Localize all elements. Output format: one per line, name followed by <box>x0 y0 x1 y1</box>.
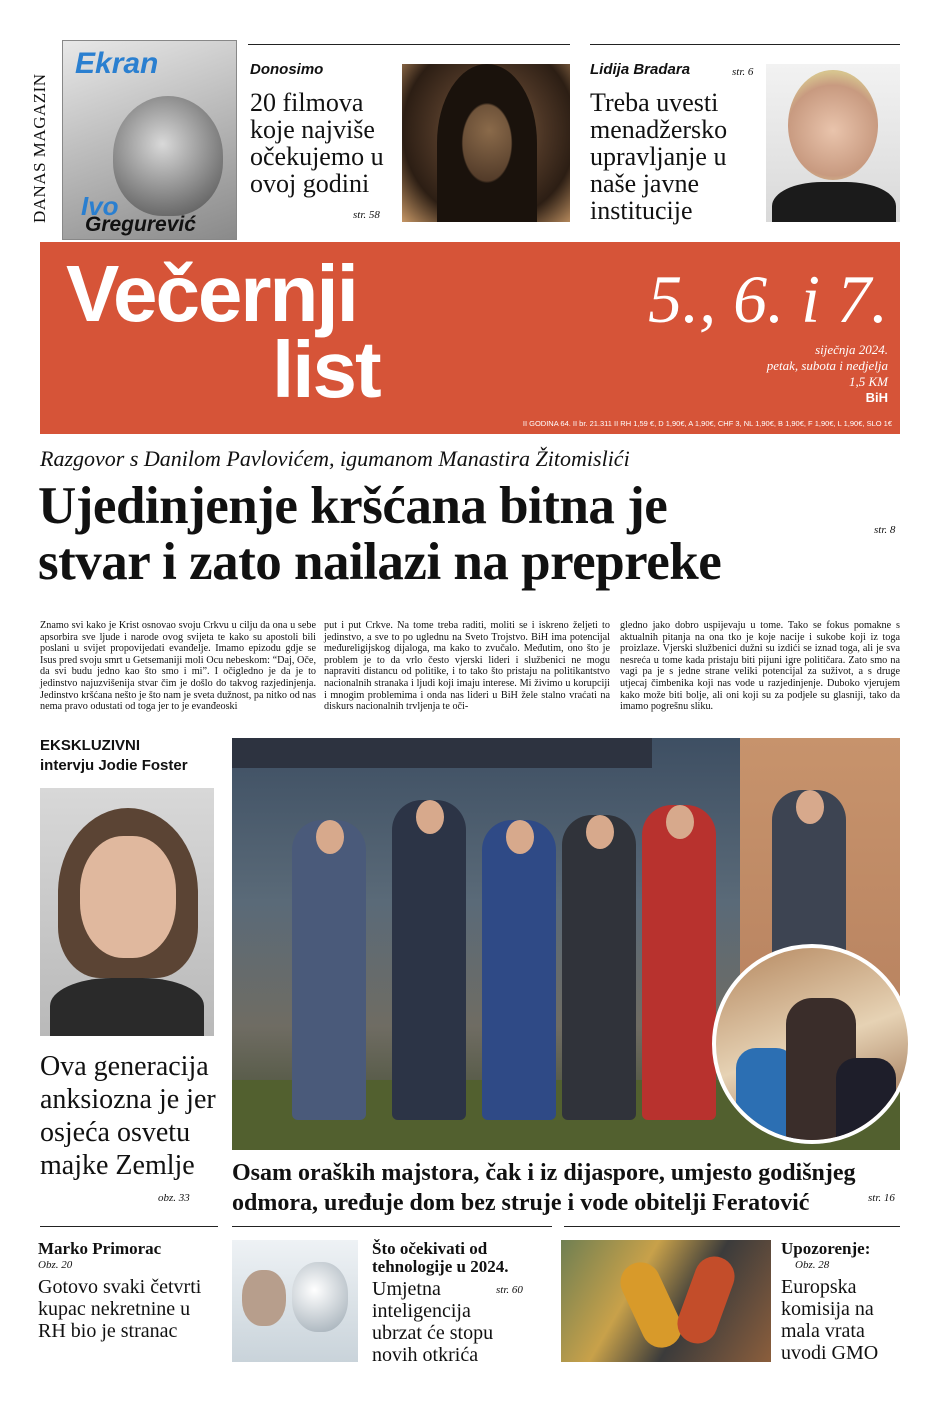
gmo-page: Obz. 28 <box>795 1259 830 1271</box>
film-teaser-page: str. 58 <box>353 209 380 221</box>
portrait-shirt <box>50 978 204 1036</box>
photo-tent <box>232 738 652 768</box>
photo-child <box>836 1058 896 1144</box>
corn-photo[interactable] <box>561 1240 771 1362</box>
tech-deck[interactable]: Umjetna inteligencija ubrzat će stopu novih otkrića <box>372 1278 494 1366</box>
cover-name-last: Gregurević <box>85 213 196 236</box>
ai-robot-photo[interactable] <box>232 1240 358 1362</box>
gmo-kicker: Upozorenje: <box>781 1239 871 1258</box>
title-line-2: list <box>272 325 380 414</box>
portrait-head <box>788 70 878 180</box>
photo-corn <box>614 1256 688 1354</box>
title-line-1: Večernji <box>66 249 357 338</box>
issue-edition: BiH <box>865 390 888 405</box>
magazine-cover-image[interactable] <box>62 40 237 240</box>
photo-person <box>482 820 556 1120</box>
photo-person <box>562 815 636 1120</box>
film-teaser-deck[interactable]: 20 filmova koje najviše očekujemo u ovoj godini <box>250 88 384 198</box>
magazine-side-label: DANAS MAGAZIN <box>30 73 49 223</box>
lead-headline-line-1: Ujedinjenje kršćana bitna je <box>38 477 668 535</box>
issue-details <box>668 342 888 406</box>
photo-corn <box>672 1251 740 1349</box>
film-teaser-kicker: Donosimo <box>250 61 324 78</box>
divider <box>40 1226 218 1227</box>
issue-prices-line: II GODINA 64. II br. 21.311 II RH 1,59 €, D 1,90€, A 1,90€, CHF 3, NL 1,90€, B 1,90€, F 1,90€, L 1,90€, SLO 1€ <box>522 419 892 428</box>
newspaper-title <box>66 249 380 414</box>
family-inset-photo[interactable] <box>712 944 912 1144</box>
issue-date: 5., 6. i 7. <box>648 261 888 337</box>
divider <box>232 1226 552 1227</box>
divider <box>590 44 900 45</box>
primorac-page: Obz. 20 <box>38 1259 73 1271</box>
lead-page: str. 8 <box>874 524 896 536</box>
issue-price: 1,5 KM <box>849 374 888 389</box>
photo-person <box>642 805 716 1120</box>
issue-days: petak, subota i nedjelja <box>766 358 888 373</box>
photo-robot <box>292 1262 348 1332</box>
foster-kicker-line-2: intervju Jodie Foster <box>40 757 188 774</box>
foster-page: obz. 33 <box>158 1192 190 1204</box>
bradara-teaser-page: str. 6 <box>732 66 754 78</box>
foster-kicker <box>40 736 188 776</box>
foster-photo[interactable] <box>40 788 214 1036</box>
bradara-teaser-deck[interactable]: Treba uvesti menadžersko upravljanje u naše javne institucije <box>590 88 728 225</box>
lead-body-column-1: Znamo svi kako je Krist osnovao svoju Crkvu u cilju da ona u sebe apsorbira sve ljude i narode ovog svijeta te kako su apostoli bili poslani u svijet propovijedati evanđelje. Imamo epizodu gdje se Isus pred svoju smrt u Getsemaniji moli Ocu nebeskom: “Daj, Oče, da svi budu jedno kao što smo i mi”. I očigledno je da je to jedinstvo najuzvišenija stvar čim je došlo do takvog razjedinjenja. Jedinstvo kršćana nešto je što nam je sveta dužnost, pa nitko od nas nema pravo odustati od toga jer to je evanđeoski <box>40 620 316 713</box>
masthead <box>40 242 900 434</box>
photo-person <box>292 820 366 1120</box>
portrait-shape <box>437 64 537 222</box>
lead-kicker: Razgovor s Danilom Pavlovićem, igumanom Manastira Žitomislići <box>40 446 630 471</box>
tech-page: str. 60 <box>496 1284 523 1296</box>
foster-kicker-line-1: EKSKLUZIVNI <box>40 737 141 754</box>
photo-scientist <box>242 1270 286 1326</box>
divider <box>564 1226 900 1227</box>
primorac-deck[interactable]: Gotovo svaki četvrti kupac nekretnine u RH bio je stranac <box>38 1276 202 1342</box>
cover-portrait <box>113 96 223 216</box>
main-story-caption[interactable]: Osam oraških majstora, čak i iz dijaspore, umjesto godišnjeg odmora, uređuje dom bez struje i vode obitelji Feratović <box>232 1160 856 1216</box>
photo-person <box>392 800 466 1120</box>
gmo-deck[interactable]: Europska komisija na mala vrata uvodi GMO <box>781 1276 879 1364</box>
bradara-photo[interactable] <box>766 64 900 222</box>
main-story-page: str. 16 <box>868 1192 895 1204</box>
foster-deck[interactable]: Ova generacija anksiozna je jer osjeća osvetu majke Zemlje <box>40 1051 216 1181</box>
lead-body-column-2: put i put Crkve. Na tome treba raditi, moliti se i iskreno željeti to jedinstvo, a sve to po uglednu na Sveto Trojstvo. BiH ima potencijal međureligijskog dijaloga, ma kako to zvučalo. Međutim, ono što je problem je to da vrlo često vjerski lideri i službenici ne mogu napraviti distancu od politike, i to tako što pristaju na politikantstvo nacionalnih stranaka i ljudi koji imaju interese. Mi živimo u korupciji i mnogim problemima i onda nas lideri u BiH žele stalno vraćati na diskurs nacionalnih trvljenja te oči- <box>324 620 610 713</box>
film-teaser-photo[interactable] <box>402 64 570 222</box>
cover-name-first: Ivo <box>81 191 119 221</box>
issue-month-year: siječnja 2024. <box>815 342 888 357</box>
portrait-face <box>80 836 176 958</box>
tech-kicker: Što očekivati od tehnologije u 2024. <box>372 1239 509 1276</box>
lead-headline-line-2: stvar i zato nailazi na prepreke <box>38 533 722 591</box>
primorac-kicker: Marko Primorac <box>38 1239 162 1258</box>
bradara-teaser-kicker: Lidija Bradara <box>590 61 691 78</box>
lead-headline[interactable] <box>38 478 868 590</box>
lead-body-column-3: gledno jako dobro uspijevaju u tome. Tako se fokus pomakne s aktualnih pitanja na ona tko je koje nacije i sukobe koji iz toga proizlaze. Vjerski službenici dužni su izdići se iznad toga, ali je sva nesreća u tome kada pristaju biti pijuni igre političara. Zato smo na vagi pa je s jedne strane veliki potencijal za suživot, a s druge utjecaj čimbenika koji nas vode u razjedinjenje. Duboko vjerujem kako može biti bolje, ali oni koji su za podjele su glasniji, tako da imamo pogrešnu sliku. <box>620 620 900 713</box>
portrait-body <box>772 182 896 222</box>
divider <box>248 44 570 45</box>
ekran-logo: Ekran <box>75 47 159 80</box>
